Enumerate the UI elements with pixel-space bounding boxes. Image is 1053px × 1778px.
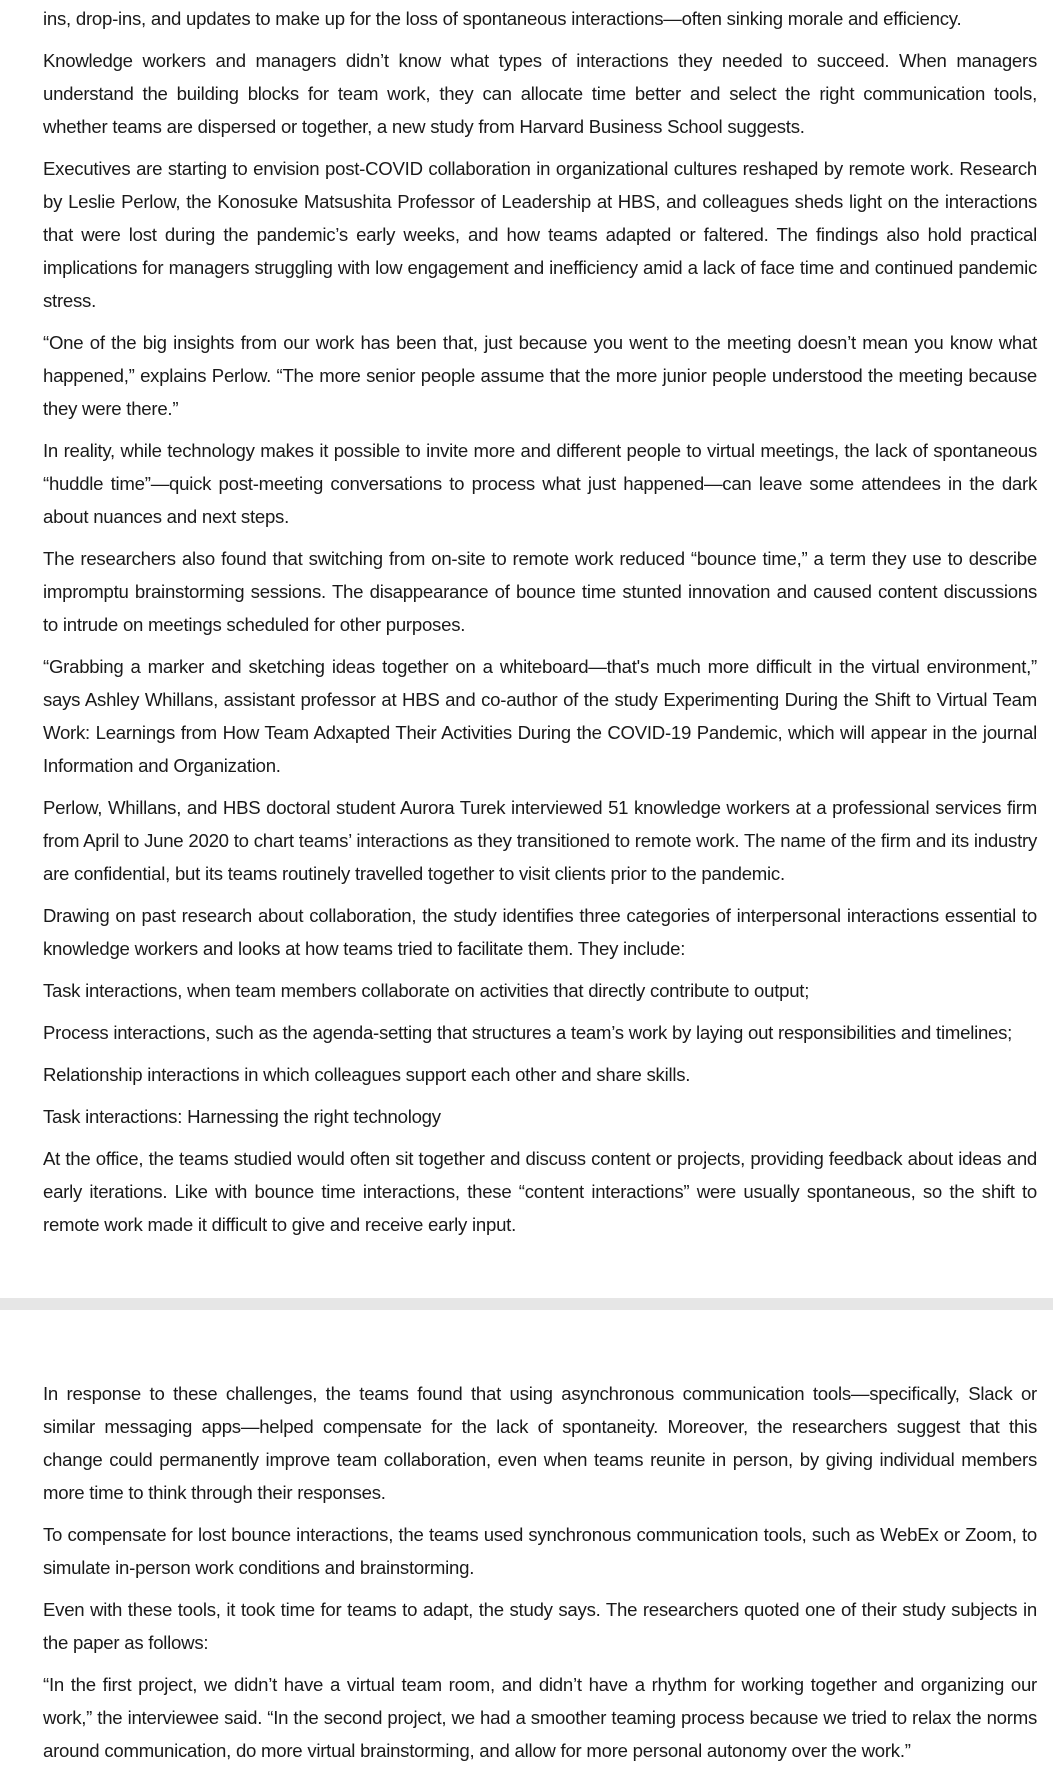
list-item-relationship-interactions: Relationship interactions in which colleagues support each other and share skills. — [43, 1064, 691, 1085]
paragraph-whillans-quote: “Grabbing a marker and sketching ideas together on a whiteboard—that's much more difficult in the virtual environment,” says Ashley Whillans, assistant professor at HBS and co-author of the study Experimenting During the Shift to Virtual Team Work: Learnings from How Team Adxapted Their Activities During the COVID-19 Pandemic, which will appear in the journal Information and Organization. — [43, 656, 1037, 776]
paragraph-executives: Executives are starting to envision post-COVID collaboration in organizational cultures reshaped by remote work. Research by Leslie Perlow, the Konosuke Matsushita Professor of Leadership at HBS, and colleagues sheds light on the interactions that were lost during the pandemic’s early weeks, and how teams adapted or faltered. The findings also hold practical implications for managers struggling with low engagement and inefficiency amid a lack of face time and continued pandemic stress. — [43, 158, 1037, 311]
paragraph-perlow-quote: “One of the big insights from our work has been that, just because you went to the meeting doesn’t mean you know what happened,” explains Perlow. “The more senior people assume that the more junior people understood the meeting because they were there.” — [43, 332, 1037, 419]
section-heading-task-interactions: Task interactions: Harnessing the right technology — [43, 1106, 441, 1127]
paragraph-three-categories: Drawing on past research about collaboration, the study identifies three categories of interpersonal interactions essential to knowledge workers and looks at how teams tried to facilitate them. They include: — [43, 905, 1037, 959]
paragraph-asynchronous-tools: In response to these challenges, the teams found that using asynchronous communication tools—specifically, Slack or similar messaging apps—helped compensate for the lack of spontaneity. Moreover, the researchers suggest that this change could permanently improve team collaboration, even when teams reunite in person, by giving individual members more time to think through their responses. — [43, 1383, 1037, 1503]
document-page-2 — [0, 1310, 1053, 1778]
paragraph-huddle-time: In reality, while technology makes it possible to invite more and different people to virtual meetings, the lack of spontaneous “huddle time”—quick post-meeting conversations to process what just happened—can leave some attendees in the dark about nuances and next steps. — [43, 440, 1037, 527]
paragraph-knowledge-workers: Knowledge workers and managers didn’t know what types of interactions they needed to succeed. When managers understand the building blocks for team work, they can allocate time better and select the right communication tools, whether teams are dispersed or together, a new study from Harvard Business School suggests. — [43, 50, 1037, 137]
paragraph-bounce-time: The researchers also found that switching from on-site to remote work reduced “bounce time,” a term they use to describe impromptu brainstorming sessions. The disappearance of bounce time stunted innovation and caused content discussions to intrude on meetings scheduled for other purposes. — [43, 548, 1037, 635]
article-body-page-1 — [43, 2, 1037, 1250]
paragraph-study-method: Perlow, Whillans, and HBS doctoral student Aurora Turek interviewed 51 knowledge workers at a professional services firm from April to June 2020 to chart teams’ interactions as they transitioned to remote work. The name of the firm and its industry are confidential, but its teams routinely travelled together to visit clients prior to the pandemic. — [43, 797, 1037, 884]
paragraph-intro-continued: ins, drop-ins, and updates to make up for the loss of spontaneous interactions—often sinking morale and efficiency. — [43, 8, 962, 29]
list-item-process-interactions: Process interactions, such as the agenda-setting that structures a team’s work by laying out responsibilities and timelines; — [43, 1022, 1013, 1043]
paragraph-synchronous-tools: To compensate for lost bounce interactions, the teams used synchronous communication tools, such as WebEx or Zoom, to simulate in-person work conditions and brainstorming. — [43, 1524, 1037, 1578]
list-item-task-interactions: Task interactions, when team members collaborate on activities that directly contribute to output; — [43, 980, 810, 1001]
paragraph-interviewee-quote: “In the first project, we didn’t have a virtual team room, and didn’t have a rhythm for working together and organizing our work,” the interviewee said. “In the second project, we had a smoother teaming process because we tried to relax the norms around communication, do more virtual brainstorming, and allow for more personal autonomy over the work.” — [43, 1674, 1037, 1761]
page-separator — [0, 1298, 1053, 1310]
paragraph-office-content-interactions: At the office, the teams studied would often sit together and discuss content or projects, providing feedback about ideas and early iterations. Like with bounce time interactions, these “content interactions” were usually spontaneous, so the shift to remote work made it difficult to give and receive early input. — [43, 1148, 1037, 1235]
paragraph-time-to-adapt: Even with these tools, it took time for teams to adapt, the study says. The researchers quoted one of their study subjects in the paper as follows: — [43, 1599, 1037, 1653]
article-body-page-2 — [43, 1377, 1037, 1776]
